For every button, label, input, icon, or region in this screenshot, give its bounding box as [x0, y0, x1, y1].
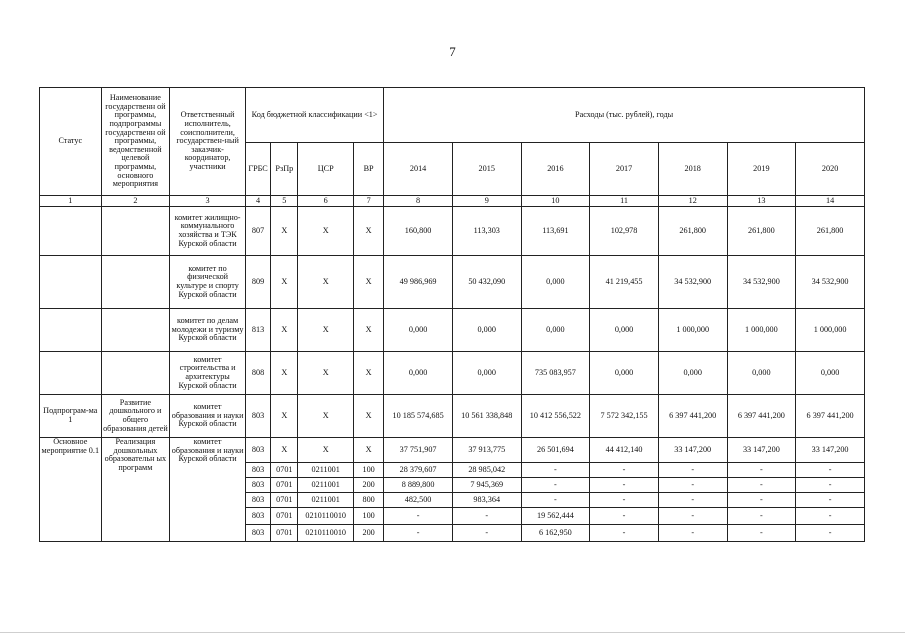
- name-cell: Реализация дошкольных образовательн ых программ: [101, 438, 170, 542]
- value-cell: -: [658, 478, 727, 493]
- status-cell: [40, 309, 102, 352]
- rzpr-cell: Х: [271, 438, 298, 463]
- value-cell: 34 532,900: [796, 256, 865, 309]
- value-cell: 28 985,042: [452, 463, 521, 478]
- value-cell: 49 986,969: [384, 256, 453, 309]
- value-cell: 37 751,907: [384, 438, 453, 463]
- value-cell: -: [590, 525, 659, 542]
- header-year: 2017: [590, 143, 659, 196]
- vr-cell: Х: [353, 256, 383, 309]
- value-cell: -: [658, 525, 727, 542]
- value-cell: -: [384, 508, 453, 525]
- value-cell: 261,800: [796, 207, 865, 256]
- value-cell: 0,000: [452, 352, 521, 395]
- status-cell: [40, 256, 102, 309]
- value-cell: 0,000: [590, 352, 659, 395]
- rzpr-cell: 0701: [271, 508, 298, 525]
- value-cell: -: [727, 493, 796, 508]
- grbs-cell: 803: [245, 493, 270, 508]
- column-number-row: [40, 196, 865, 207]
- column-number: 5: [271, 196, 298, 207]
- grbs-cell: 803: [245, 508, 270, 525]
- csr-cell: 0211001: [298, 463, 354, 478]
- value-cell: 41 219,455: [590, 256, 659, 309]
- value-cell: 19 562,444: [521, 508, 590, 525]
- value-cell: 0,000: [384, 309, 453, 352]
- header-rzpr: РзПр: [271, 143, 298, 196]
- value-cell: 6 397 441,200: [727, 395, 796, 438]
- vr-cell: Х: [353, 438, 383, 463]
- value-cell: -: [384, 525, 453, 542]
- value-cell: 37 913,775: [452, 438, 521, 463]
- value-cell: -: [796, 478, 865, 493]
- vr-cell: 200: [353, 525, 383, 542]
- header-program-name: Наименование государственн ой программы, подпрограммы государственн ой программы, ведомственной целевой программы, основного мероприятия: [101, 88, 170, 196]
- csr-cell: Х: [298, 352, 354, 395]
- value-cell: 0,000: [521, 256, 590, 309]
- vr-cell: 100: [353, 508, 383, 525]
- column-number: 3: [170, 196, 246, 207]
- grbs-cell: 803: [245, 438, 270, 463]
- vr-cell: Х: [353, 395, 383, 438]
- header-grbs: ГРБС: [245, 143, 270, 196]
- grbs-cell: 809: [245, 256, 270, 309]
- scan-artifact-line: [0, 632, 905, 633]
- value-cell: 44 412,140: [590, 438, 659, 463]
- vr-cell: Х: [353, 352, 383, 395]
- table-row: [40, 352, 865, 395]
- executor-cell: комитет образования и науки Курской области: [170, 395, 246, 438]
- column-number: 1: [40, 196, 102, 207]
- vr-cell: Х: [353, 309, 383, 352]
- header-year: 2014: [384, 143, 453, 196]
- header-year: 2019: [727, 143, 796, 196]
- name-cell: [101, 256, 170, 309]
- value-cell: -: [521, 493, 590, 508]
- csr-cell: Х: [298, 309, 354, 352]
- value-cell: 0,000: [452, 309, 521, 352]
- value-cell: -: [727, 478, 796, 493]
- value-cell: -: [796, 493, 865, 508]
- value-cell: -: [727, 508, 796, 525]
- status-cell: Подпрограм-ма 1: [40, 395, 102, 438]
- rzpr-cell: Х: [271, 309, 298, 352]
- status-cell: Основное мероприятие 0.1: [40, 438, 102, 542]
- csr-cell: Х: [298, 207, 354, 256]
- value-cell: 1 000,000: [658, 309, 727, 352]
- grbs-cell: 808: [245, 352, 270, 395]
- value-cell: 33 147,200: [796, 438, 865, 463]
- value-cell: -: [796, 508, 865, 525]
- rzpr-cell: 0701: [271, 463, 298, 478]
- value-cell: 6 397 441,200: [658, 395, 727, 438]
- value-cell: -: [796, 525, 865, 542]
- value-cell: -: [590, 508, 659, 525]
- header-budget-code: Код бюджетной классификации <1>: [245, 88, 383, 143]
- grbs-cell: 813: [245, 309, 270, 352]
- csr-cell: Х: [298, 256, 354, 309]
- value-cell: 10 185 574,685: [384, 395, 453, 438]
- csr-cell: 0211001: [298, 478, 354, 493]
- budget-table: [39, 87, 865, 542]
- value-cell: 34 532,900: [727, 256, 796, 309]
- table-row: [40, 256, 865, 309]
- rzpr-cell: 0701: [271, 493, 298, 508]
- table-row: [40, 309, 865, 352]
- header-year: 2016: [521, 143, 590, 196]
- value-cell: 0,000: [384, 352, 453, 395]
- value-cell: 0,000: [796, 352, 865, 395]
- value-cell: 735 083,957: [521, 352, 590, 395]
- value-cell: 6 397 441,200: [796, 395, 865, 438]
- rzpr-cell: Х: [271, 207, 298, 256]
- status-cell: [40, 207, 102, 256]
- table-row: [40, 395, 865, 438]
- column-number: 11: [590, 196, 659, 207]
- csr-cell: 0211001: [298, 493, 354, 508]
- value-cell: 0,000: [590, 309, 659, 352]
- value-cell: -: [658, 508, 727, 525]
- value-cell: -: [590, 463, 659, 478]
- value-cell: 0,000: [658, 352, 727, 395]
- value-cell: -: [590, 493, 659, 508]
- value-cell: 0,000: [521, 309, 590, 352]
- value-cell: -: [658, 493, 727, 508]
- column-number: 7: [353, 196, 383, 207]
- rzpr-cell: Х: [271, 256, 298, 309]
- value-cell: 0,000: [727, 352, 796, 395]
- value-cell: -: [521, 478, 590, 493]
- column-number: 2: [101, 196, 170, 207]
- value-cell: 50 432,090: [452, 256, 521, 309]
- name-cell: [101, 352, 170, 395]
- grbs-cell: 803: [245, 463, 270, 478]
- value-cell: 33 147,200: [658, 438, 727, 463]
- executor-cell: комитет по физической культуре и спорту Курской области: [170, 256, 246, 309]
- executor-cell: комитет образования и науки Курской области: [170, 438, 246, 542]
- value-cell: 261,800: [727, 207, 796, 256]
- vr-cell: 100: [353, 463, 383, 478]
- value-cell: 102,978: [590, 207, 659, 256]
- rzpr-cell: Х: [271, 352, 298, 395]
- vr-cell: Х: [353, 207, 383, 256]
- header-year: 2018: [658, 143, 727, 196]
- vr-cell: 800: [353, 493, 383, 508]
- csr-cell: Х: [298, 395, 354, 438]
- value-cell: -: [452, 525, 521, 542]
- value-cell: 28 379,607: [384, 463, 453, 478]
- value-cell: 33 147,200: [727, 438, 796, 463]
- value-cell: -: [727, 525, 796, 542]
- value-cell: 7 572 342,155: [590, 395, 659, 438]
- column-number: 9: [452, 196, 521, 207]
- rzpr-cell: 0701: [271, 525, 298, 542]
- value-cell: 160,800: [384, 207, 453, 256]
- grbs-cell: 803: [245, 525, 270, 542]
- header-status: Статус: [40, 88, 102, 196]
- column-number: 6: [298, 196, 354, 207]
- value-cell: 983,364: [452, 493, 521, 508]
- column-number: 12: [658, 196, 727, 207]
- rzpr-cell: Х: [271, 395, 298, 438]
- rzpr-cell: 0701: [271, 478, 298, 493]
- value-cell: 10 412 556,522: [521, 395, 590, 438]
- value-cell: 34 532,900: [658, 256, 727, 309]
- header-row-1: [40, 88, 865, 143]
- column-number: 13: [727, 196, 796, 207]
- value-cell: 482,500: [384, 493, 453, 508]
- value-cell: 113,691: [521, 207, 590, 256]
- name-cell: Развитие дошкольного и общего образования детей: [101, 395, 170, 438]
- value-cell: 1 000,000: [796, 309, 865, 352]
- executor-cell: комитет по делам молодежи и туризму Курской области: [170, 309, 246, 352]
- grbs-cell: 803: [245, 478, 270, 493]
- header-executor: Ответственный исполнитель, соисполнители, государствен-ный заказчик-координатор, участники: [170, 88, 246, 196]
- value-cell: 1 000,000: [727, 309, 796, 352]
- column-number: 14: [796, 196, 865, 207]
- value-cell: -: [452, 508, 521, 525]
- column-number: 10: [521, 196, 590, 207]
- header-csr: ЦСР: [298, 143, 354, 196]
- value-cell: -: [658, 463, 727, 478]
- status-cell: [40, 352, 102, 395]
- value-cell: 26 501,694: [521, 438, 590, 463]
- value-cell: 10 561 338,848: [452, 395, 521, 438]
- name-cell: [101, 207, 170, 256]
- column-number: 4: [245, 196, 270, 207]
- value-cell: -: [727, 463, 796, 478]
- value-cell: 261,800: [658, 207, 727, 256]
- value-cell: -: [796, 463, 865, 478]
- csr-cell: 0210110010: [298, 525, 354, 542]
- executor-cell: комитет жилищно-коммунального хозяйства и ТЭК Курской области: [170, 207, 246, 256]
- name-cell: [101, 309, 170, 352]
- value-cell: 8 889,800: [384, 478, 453, 493]
- column-number: 8: [384, 196, 453, 207]
- header-year: 2020: [796, 143, 865, 196]
- csr-cell: Х: [298, 438, 354, 463]
- grbs-cell: 807: [245, 207, 270, 256]
- table-row: [40, 438, 865, 463]
- value-cell: 113,303: [452, 207, 521, 256]
- value-cell: -: [590, 478, 659, 493]
- executor-cell: комитет строительства и архитектуры Курской области: [170, 352, 246, 395]
- grbs-cell: 803: [245, 395, 270, 438]
- value-cell: -: [521, 463, 590, 478]
- value-cell: 7 945,369: [452, 478, 521, 493]
- page-number: 7: [449, 44, 456, 59]
- header-vr: ВР: [353, 143, 383, 196]
- header-year: 2015: [452, 143, 521, 196]
- table-row: [40, 207, 865, 256]
- value-cell: 6 162,950: [521, 525, 590, 542]
- csr-cell: 0210110010: [298, 508, 354, 525]
- vr-cell: 200: [353, 478, 383, 493]
- header-expenses: Расходы (тыс. рублей), годы: [384, 88, 865, 143]
